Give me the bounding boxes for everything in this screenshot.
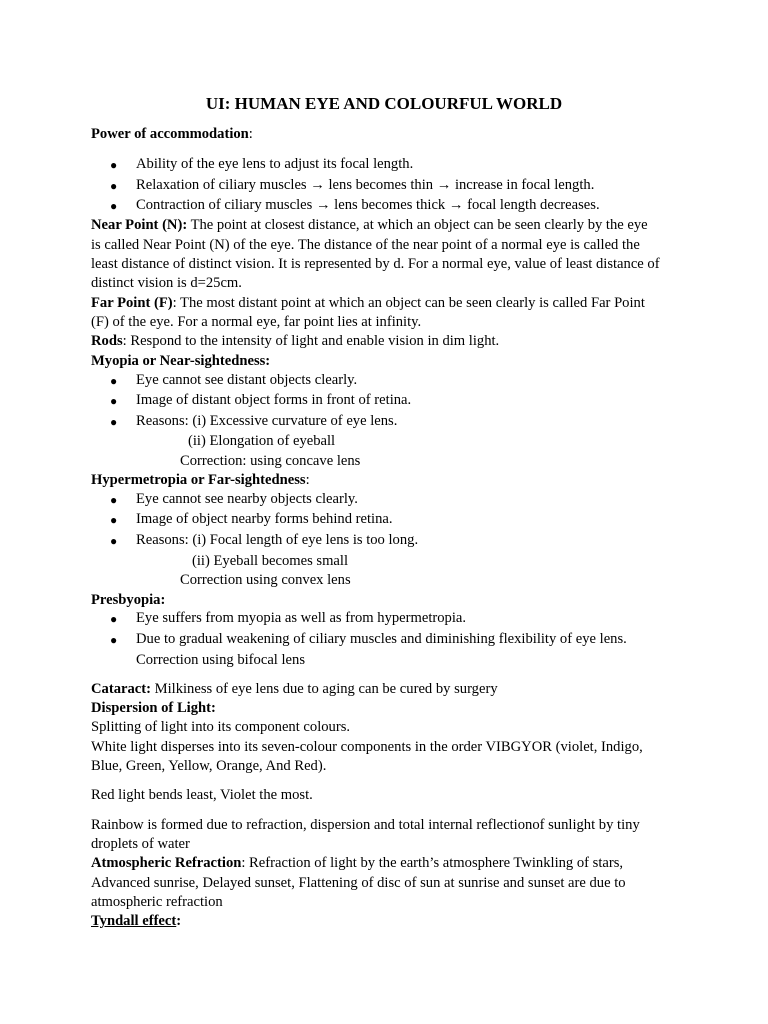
accommodation-item-2: Relaxation of ciliary muscles → lens becomes thin → increase in focal length. <box>136 177 595 193</box>
near-point-line-2: is called Near Point (N) of the eye. The distance of the near point of a normal eye is called the <box>91 237 640 253</box>
bullet-icon: ● <box>110 394 118 408</box>
accommodation-item-1: Ability of the eye lens to adjust its focal length. <box>136 156 414 172</box>
tyndall-colon: : <box>176 913 182 929</box>
presbyopia-item-2: Due to gradual weakening of ciliary muscles and diminishing flexibility of eye lens. <box>136 631 627 647</box>
far-point-line-1 <box>91 294 645 314</box>
accommodation-colon: : <box>248 126 253 142</box>
tyndall-heading: Tyndall effect <box>91 913 177 929</box>
bullet-icon: ● <box>110 633 118 647</box>
atmospheric-term: Atmospheric Refraction <box>91 855 242 871</box>
dispersion-heading: Dispersion of Light: <box>91 700 216 716</box>
page-title: UI: HUMAN EYE AND COLOURFUL WORLD <box>205 94 563 113</box>
far-point-line-2: (F) of the eye. For a normal eye, far point lies at infinity. <box>91 314 422 330</box>
rods-text: : Respond to the intensity of light and enable vision in dim light. <box>122 333 500 349</box>
atmospheric-line-3: atmospheric refraction <box>91 894 223 910</box>
bullet-icon: ● <box>110 199 118 213</box>
atmospheric-line-2: Advanced sunrise, Delayed sunset, Flattening of disc of sun at sunrise and sunset are due to <box>91 875 626 891</box>
myopia-heading: Myopia or Near-sightedness: <box>91 353 271 369</box>
rainbow-line-2: droplets of water <box>91 836 190 852</box>
hypermetropia-correction: Correction using convex lens <box>180 572 351 588</box>
rods-line <box>91 332 499 352</box>
near-point-text-1: The point at closest distance, at which an object can be seen clearly by the eye <box>187 217 648 233</box>
near-point-line-4: distinct vision is d=25cm. <box>91 275 242 291</box>
far-point-text-1: : The most distant point at which an object can be seen clearly is called Far Point <box>172 295 645 311</box>
hypermetropia-colon: : <box>305 472 310 488</box>
cataract-text: Milkiness of eye lens due to aging can be cured by surgery <box>150 681 498 697</box>
myopia-reason-2: (ii) Elongation of eyeball <box>188 433 336 449</box>
dispersion-line-2: White light disperses into its seven-colour components in the order VIBGYOR (violet, Indigo, <box>91 739 643 755</box>
near-point-term: Near Point (N): <box>91 217 188 233</box>
dispersion-line-1: Splitting of light into its component colours. <box>91 719 351 735</box>
bullet-icon: ● <box>110 158 118 172</box>
dispersion-line-3: Blue, Green, Yellow, Orange, And Red). <box>91 758 327 774</box>
near-point-line-1 <box>91 216 648 236</box>
dispersion-bending: Red light bends least, Violet the most. <box>91 787 313 803</box>
cataract-line <box>91 680 498 700</box>
atmospheric-text-1: : Refraction of light by the earth’s atmosphere Twinkling of stars, <box>241 855 624 871</box>
bullet-icon: ● <box>110 374 118 388</box>
myopia-item-2: Image of distant object forms in front of retina. <box>136 392 412 408</box>
hypermetropia-heading: Hypermetropia or Far-sightedness <box>91 472 306 488</box>
bullet-icon: ● <box>110 612 118 626</box>
hypermetropia-item-3: Reasons: (i) Focal length of eye lens is too long. <box>136 532 419 548</box>
bullet-icon: ● <box>110 534 118 548</box>
hypermetropia-heading-line <box>91 471 310 491</box>
tyndall-heading-line <box>91 912 181 932</box>
bullet-icon: ● <box>110 513 118 527</box>
myopia-item-3: Reasons: (i) Excessive curvature of eye lens. <box>136 413 398 429</box>
hypermetropia-item-2: Image of object nearby forms behind retina. <box>136 511 393 527</box>
presbyopia-item-1: Eye suffers from myopia as well as from hypermetropia. <box>136 610 467 626</box>
rods-term: Rods <box>91 333 123 349</box>
hypermetropia-reason-2: (ii) Eyeball becomes small <box>192 553 349 569</box>
accommodation-heading-line <box>91 125 253 145</box>
myopia-item-1: Eye cannot see distant objects clearly. <box>136 372 358 388</box>
atmospheric-line-1 <box>91 854 623 874</box>
bullet-icon: ● <box>110 415 118 429</box>
presbyopia-heading: Presbyopia: <box>91 592 166 608</box>
accommodation-item-3: Contraction of ciliary muscles → lens becomes thick → focal length decreases. <box>136 197 600 213</box>
hypermetropia-item-1: Eye cannot see nearby objects clearly. <box>136 491 358 507</box>
near-point-line-3: least distance of distinct vision. It is represented by d. For a normal eye, value of least distance of <box>91 256 660 272</box>
myopia-correction: Correction: using concave lens <box>180 453 361 469</box>
cataract-term: Cataract: <box>91 681 151 697</box>
presbyopia-correction: Correction using bifocal lens <box>136 652 306 668</box>
far-point-term: Far Point (F) <box>91 295 173 311</box>
accommodation-heading: Power of accommodation <box>91 126 249 142</box>
rainbow-line-1: Rainbow is formed due to refraction, dispersion and total internal reflectionof sunlight by tiny <box>91 817 640 833</box>
bullet-icon: ● <box>110 179 118 193</box>
bullet-icon: ● <box>110 493 118 507</box>
